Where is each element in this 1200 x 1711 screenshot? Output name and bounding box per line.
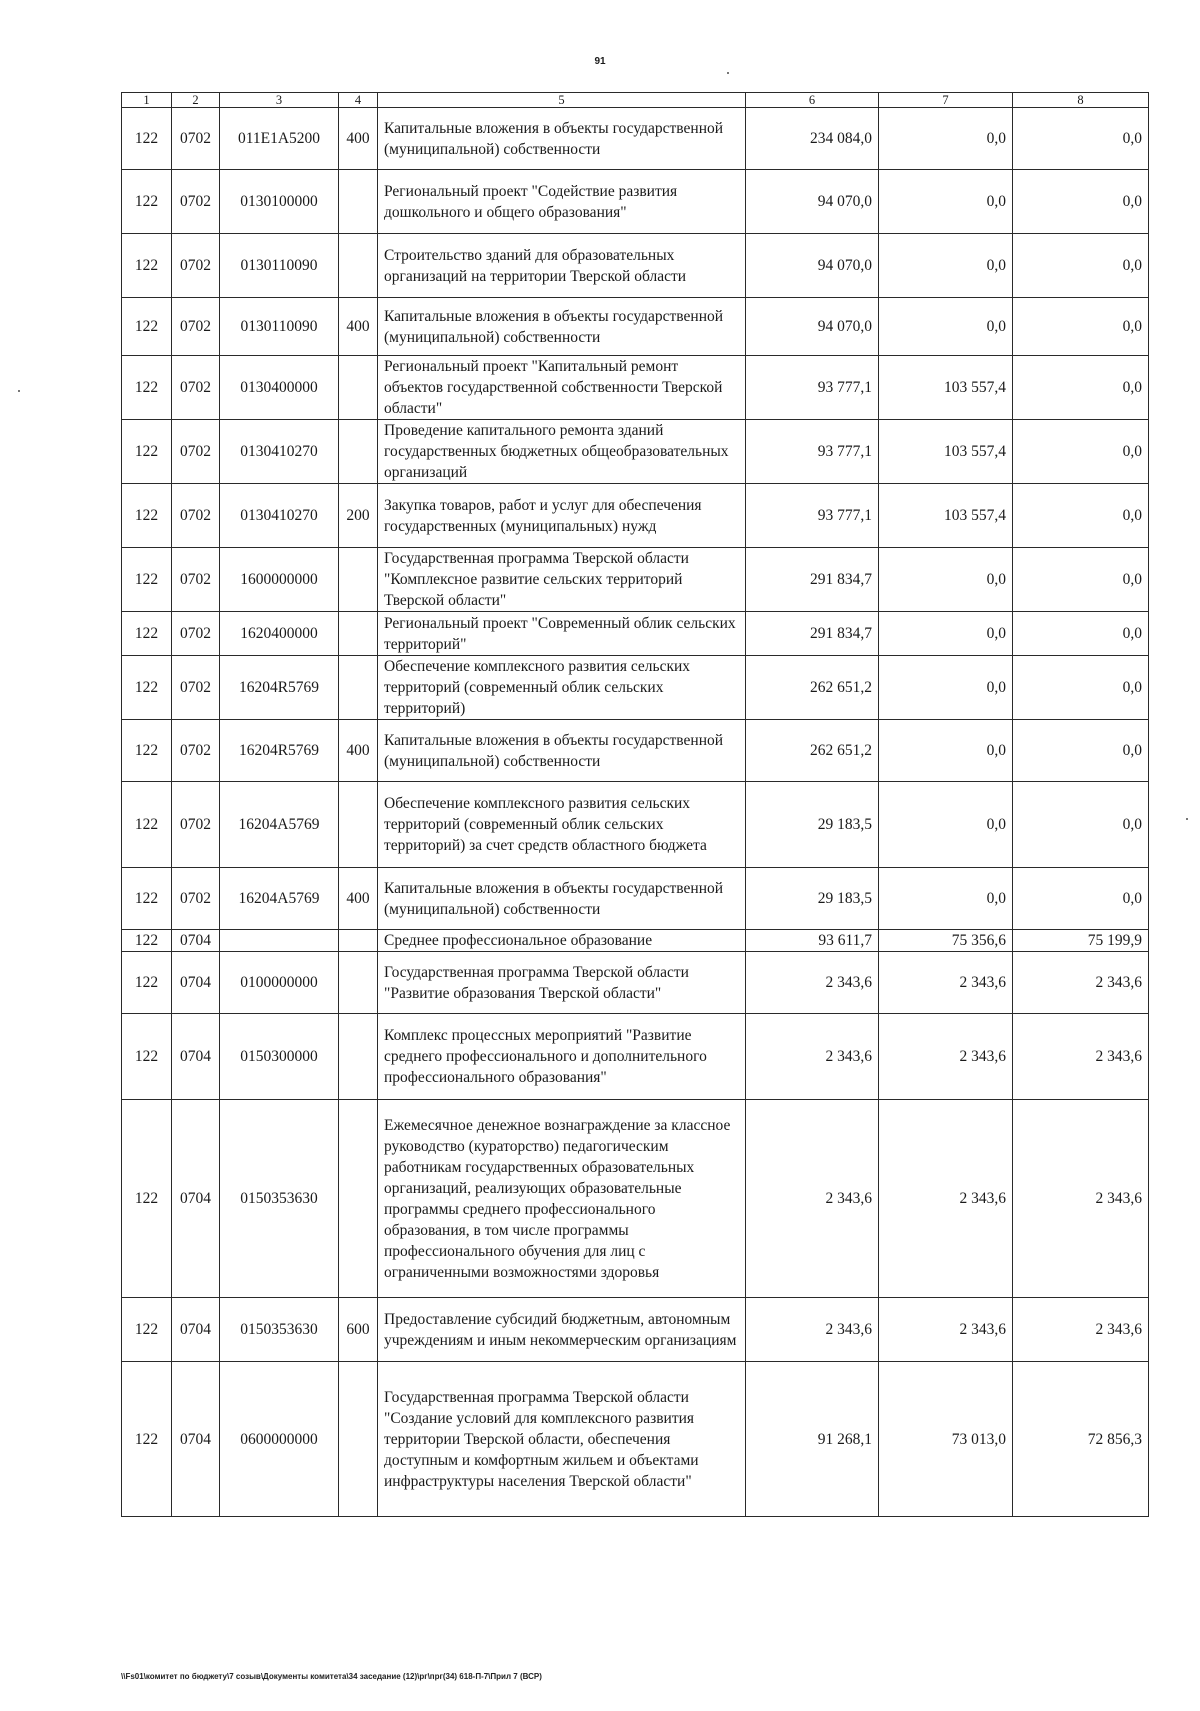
col-section-cell: 0702 <box>172 612 220 656</box>
col-amount-year3-cell: 72 856,3 <box>1013 1362 1149 1517</box>
col-target-article-cell: 011E1A5200 <box>220 108 339 170</box>
col-amount-year1-cell: 2 343,6 <box>746 1014 879 1100</box>
col-description-cell: Закупка товаров, работ и услуг для обеспечения государственных (муниципальных) нужд <box>378 484 746 548</box>
col-amount-year2-cell: 103 557,4 <box>879 356 1013 420</box>
col-expense-type-cell <box>339 782 378 868</box>
col-description-cell: Комплекс процессных мероприятий "Развитие среднего профессионального и дополнительного профессионального образования" <box>378 1014 746 1100</box>
header-col-2: 2 <box>172 93 220 108</box>
col-grbs-cell: 122 <box>122 952 172 1014</box>
table-row <box>122 234 1149 298</box>
col-target-article-cell: 16204A5769 <box>220 782 339 868</box>
col-amount-year2-cell: 0,0 <box>879 170 1013 234</box>
col-expense-type-cell <box>339 1100 378 1298</box>
col-section-cell: 0702 <box>172 656 220 720</box>
col-section-cell: 0704 <box>172 952 220 1014</box>
col-section-cell: 0702 <box>172 720 220 782</box>
col-target-article-cell: 0150300000 <box>220 1014 339 1100</box>
col-amount-year2-cell: 0,0 <box>879 656 1013 720</box>
col-amount-year1-cell: 93 611,7 <box>746 930 879 952</box>
col-expense-type-cell <box>339 234 378 298</box>
col-amount-year3-cell: 0,0 <box>1013 420 1149 484</box>
col-amount-year2-cell: 2 343,6 <box>879 1014 1013 1100</box>
col-grbs-cell: 122 <box>122 484 172 548</box>
col-amount-year1-cell: 262 651,2 <box>746 656 879 720</box>
col-expense-type-cell: 400 <box>339 720 378 782</box>
col-description-cell: Капитальные вложения в объекты государственной (муниципальной) собственности <box>378 868 746 930</box>
col-expense-type-cell <box>339 930 378 952</box>
col-target-article-cell: 0100000000 <box>220 952 339 1014</box>
col-section-cell: 0704 <box>172 1362 220 1517</box>
col-expense-type-cell <box>339 548 378 612</box>
col-grbs-cell: 122 <box>122 782 172 868</box>
col-section-cell: 0702 <box>172 484 220 548</box>
col-target-article-cell: 0130400000 <box>220 356 339 420</box>
table-row <box>122 1100 1149 1298</box>
col-description-cell: Государственная программа Тверской области "Развитие образования Тверской области" <box>378 952 746 1014</box>
col-expense-type-cell: 400 <box>339 298 378 356</box>
scan-speck <box>18 390 20 392</box>
header-col-3: 3 <box>220 93 339 108</box>
col-amount-year1-cell: 93 777,1 <box>746 356 879 420</box>
col-amount-year1-cell: 291 834,7 <box>746 548 879 612</box>
col-grbs-cell: 122 <box>122 1100 172 1298</box>
page-number: 91 <box>594 56 606 67</box>
col-description-cell: Государственная программа Тверской области "Комплексное развитие сельских территорий Тверской области" <box>378 548 746 612</box>
col-amount-year1-cell: 91 268,1 <box>746 1362 879 1517</box>
col-amount-year1-cell: 29 183,5 <box>746 782 879 868</box>
table-row <box>122 1362 1149 1517</box>
col-amount-year2-cell: 75 356,6 <box>879 930 1013 952</box>
col-grbs-cell: 122 <box>122 170 172 234</box>
col-expense-type-cell <box>339 1014 378 1100</box>
header-col-6: 6 <box>746 93 879 108</box>
col-amount-year3-cell: 0,0 <box>1013 356 1149 420</box>
table-row <box>122 720 1149 782</box>
col-target-article-cell: 0130110090 <box>220 298 339 356</box>
header-col-7: 7 <box>879 93 1013 108</box>
col-target-article-cell: 0130110090 <box>220 234 339 298</box>
budget-table-container <box>121 92 1149 1517</box>
col-amount-year1-cell: 94 070,0 <box>746 234 879 298</box>
col-section-cell: 0702 <box>172 298 220 356</box>
col-amount-year2-cell: 103 557,4 <box>879 420 1013 484</box>
col-description-cell: Государственная программа Тверской области "Создание условий для комплексного развития территории Тверской области, обеспечения доступным и комфортным жильем и объектами инфраструктуры населения Тверской области" <box>378 1362 746 1517</box>
col-amount-year1-cell: 93 777,1 <box>746 420 879 484</box>
col-amount-year3-cell: 2 343,6 <box>1013 1014 1149 1100</box>
table-row <box>122 612 1149 656</box>
col-section-cell: 0704 <box>172 930 220 952</box>
scan-speck <box>1186 818 1188 820</box>
col-amount-year3-cell: 0,0 <box>1013 170 1149 234</box>
col-amount-year1-cell: 2 343,6 <box>746 952 879 1014</box>
col-target-article-cell: 0150353630 <box>220 1298 339 1362</box>
col-description-cell: Региональный проект "Содействие развития дошкольного и общего образования" <box>378 170 746 234</box>
col-grbs-cell: 122 <box>122 612 172 656</box>
col-amount-year2-cell: 2 343,6 <box>879 1298 1013 1362</box>
table-row <box>122 356 1149 420</box>
col-amount-year3-cell: 0,0 <box>1013 548 1149 612</box>
col-section-cell: 0702 <box>172 108 220 170</box>
table-body <box>122 108 1149 1517</box>
col-amount-year2-cell: 0,0 <box>879 234 1013 298</box>
col-amount-year3-cell: 0,0 <box>1013 108 1149 170</box>
col-description-cell: Капитальные вложения в объекты государственной (муниципальной) собственности <box>378 108 746 170</box>
col-section-cell: 0704 <box>172 1014 220 1100</box>
col-expense-type-cell: 200 <box>339 484 378 548</box>
col-amount-year2-cell: 0,0 <box>879 612 1013 656</box>
header-col-8: 8 <box>1013 93 1149 108</box>
col-target-article-cell: 1620400000 <box>220 612 339 656</box>
col-grbs-cell: 122 <box>122 234 172 298</box>
col-target-article-cell: 16204R5769 <box>220 656 339 720</box>
col-section-cell: 0702 <box>172 234 220 298</box>
header-col-5: 5 <box>378 93 746 108</box>
col-grbs-cell: 122 <box>122 1362 172 1517</box>
col-grbs-cell: 122 <box>122 868 172 930</box>
col-amount-year3-cell: 0,0 <box>1013 720 1149 782</box>
col-description-cell: Проведение капитального ремонта зданий государственных бюджетных общеобразовательных организаций <box>378 420 746 484</box>
budget-table <box>121 92 1149 1517</box>
col-grbs-cell: 122 <box>122 420 172 484</box>
col-section-cell: 0704 <box>172 1100 220 1298</box>
col-amount-year2-cell: 0,0 <box>879 782 1013 868</box>
col-target-article-cell: 0150353630 <box>220 1100 339 1298</box>
table-row <box>122 420 1149 484</box>
table-row <box>122 484 1149 548</box>
table-row <box>122 952 1149 1014</box>
col-section-cell: 0702 <box>172 782 220 868</box>
header-col-1: 1 <box>122 93 172 108</box>
col-description-cell: Региональный проект "Капитальный ремонт объектов государственной собственности Тверской области" <box>378 356 746 420</box>
col-target-article-cell: 0130100000 <box>220 170 339 234</box>
col-grbs-cell: 122 <box>122 548 172 612</box>
col-amount-year2-cell: 0,0 <box>879 720 1013 782</box>
col-amount-year1-cell: 262 651,2 <box>746 720 879 782</box>
col-amount-year3-cell: 0,0 <box>1013 612 1149 656</box>
col-amount-year2-cell: 0,0 <box>879 868 1013 930</box>
col-target-article-cell: 0130410270 <box>220 420 339 484</box>
col-expense-type-cell: 400 <box>339 868 378 930</box>
col-expense-type-cell <box>339 656 378 720</box>
col-expense-type-cell <box>339 356 378 420</box>
col-description-cell: Предоставление субсидий бюджетным, автономным учреждениям и иным некоммерческим организациям <box>378 1298 746 1362</box>
col-grbs-cell: 122 <box>122 356 172 420</box>
col-description-cell: Строительство зданий для образовательных организаций на территории Тверской области <box>378 234 746 298</box>
col-amount-year2-cell: 73 013,0 <box>879 1362 1013 1517</box>
col-amount-year1-cell: 2 343,6 <box>746 1298 879 1362</box>
col-description-cell: Ежемесячное денежное вознаграждение за классное руководство (кураторство) педагогическим работникам государственных образовательных организаций, реализующих образовательные программы среднего профессионального образования, в том числе программы профессионального обучения для лиц с ограниченными возможностями здоровья <box>378 1100 746 1298</box>
col-grbs-cell: 122 <box>122 1298 172 1362</box>
footer-file-path: \\Fs01\комитет по бюджету\7 созыв\Документы комитета\34 заседание (12)\рг\прг(34) 618-П-7\Прил 7 (ВСР) <box>121 1672 542 1681</box>
col-amount-year3-cell: 0,0 <box>1013 782 1149 868</box>
table-row <box>122 1014 1149 1100</box>
col-expense-type-cell <box>339 170 378 234</box>
col-description-cell: Капитальные вложения в объекты государственной (муниципальной) собственности <box>378 298 746 356</box>
col-amount-year1-cell: 94 070,0 <box>746 170 879 234</box>
col-amount-year1-cell: 29 183,5 <box>746 868 879 930</box>
col-expense-type-cell: 400 <box>339 108 378 170</box>
table-row <box>122 656 1149 720</box>
table-row <box>122 170 1149 234</box>
table-row <box>122 930 1149 952</box>
col-target-article-cell: 16204R5769 <box>220 720 339 782</box>
col-amount-year2-cell: 2 343,6 <box>879 952 1013 1014</box>
col-amount-year3-cell: 0,0 <box>1013 656 1149 720</box>
col-amount-year3-cell: 0,0 <box>1013 298 1149 356</box>
col-amount-year3-cell: 2 343,6 <box>1013 952 1149 1014</box>
col-expense-type-cell <box>339 612 378 656</box>
col-amount-year1-cell: 234 084,0 <box>746 108 879 170</box>
table-row <box>122 868 1149 930</box>
col-target-article-cell: 1600000000 <box>220 548 339 612</box>
header-row <box>122 93 1149 108</box>
col-section-cell: 0702 <box>172 868 220 930</box>
col-target-article-cell: 0130410270 <box>220 484 339 548</box>
col-target-article-cell: 16204A5769 <box>220 868 339 930</box>
col-amount-year2-cell: 103 557,4 <box>879 484 1013 548</box>
col-amount-year2-cell: 0,0 <box>879 548 1013 612</box>
col-amount-year3-cell: 2 343,6 <box>1013 1100 1149 1298</box>
col-target-article-cell: 0600000000 <box>220 1362 339 1517</box>
col-section-cell: 0702 <box>172 420 220 484</box>
col-grbs-cell: 122 <box>122 298 172 356</box>
col-amount-year2-cell: 0,0 <box>879 298 1013 356</box>
col-expense-type-cell <box>339 952 378 1014</box>
col-expense-type-cell <box>339 1362 378 1517</box>
col-grbs-cell: 122 <box>122 1014 172 1100</box>
col-amount-year1-cell: 94 070,0 <box>746 298 879 356</box>
col-section-cell: 0702 <box>172 548 220 612</box>
col-amount-year3-cell: 0,0 <box>1013 234 1149 298</box>
table-row <box>122 548 1149 612</box>
col-description-cell: Региональный проект "Современный облик сельских территорий" <box>378 612 746 656</box>
col-expense-type-cell: 600 <box>339 1298 378 1362</box>
table-row <box>122 108 1149 170</box>
col-section-cell: 0702 <box>172 170 220 234</box>
table-row <box>122 298 1149 356</box>
col-amount-year1-cell: 291 834,7 <box>746 612 879 656</box>
col-description-cell: Обеспечение комплексного развития сельских территорий (современный облик сельских территорий) за счет средств областного бюджета <box>378 782 746 868</box>
col-grbs-cell: 122 <box>122 930 172 952</box>
scan-speck <box>727 72 729 74</box>
col-section-cell: 0704 <box>172 1298 220 1362</box>
col-section-cell: 0702 <box>172 356 220 420</box>
col-amount-year3-cell: 0,0 <box>1013 484 1149 548</box>
col-grbs-cell: 122 <box>122 108 172 170</box>
col-amount-year1-cell: 93 777,1 <box>746 484 879 548</box>
table-row <box>122 782 1149 868</box>
col-grbs-cell: 122 <box>122 656 172 720</box>
col-amount-year2-cell: 0,0 <box>879 108 1013 170</box>
col-target-article-cell <box>220 930 339 952</box>
header-col-4: 4 <box>339 93 378 108</box>
col-description-cell: Среднее профессиональное образование <box>378 930 746 952</box>
col-expense-type-cell <box>339 420 378 484</box>
col-amount-year3-cell: 2 343,6 <box>1013 1298 1149 1362</box>
col-amount-year1-cell: 2 343,6 <box>746 1100 879 1298</box>
col-description-cell: Обеспечение комплексного развития сельских территорий (современный облик сельских территорий) <box>378 656 746 720</box>
col-amount-year3-cell: 75 199,9 <box>1013 930 1149 952</box>
col-amount-year2-cell: 2 343,6 <box>879 1100 1013 1298</box>
col-amount-year3-cell: 0,0 <box>1013 868 1149 930</box>
col-description-cell: Капитальные вложения в объекты государственной (муниципальной) собственности <box>378 720 746 782</box>
table-row <box>122 1298 1149 1362</box>
col-grbs-cell: 122 <box>122 720 172 782</box>
